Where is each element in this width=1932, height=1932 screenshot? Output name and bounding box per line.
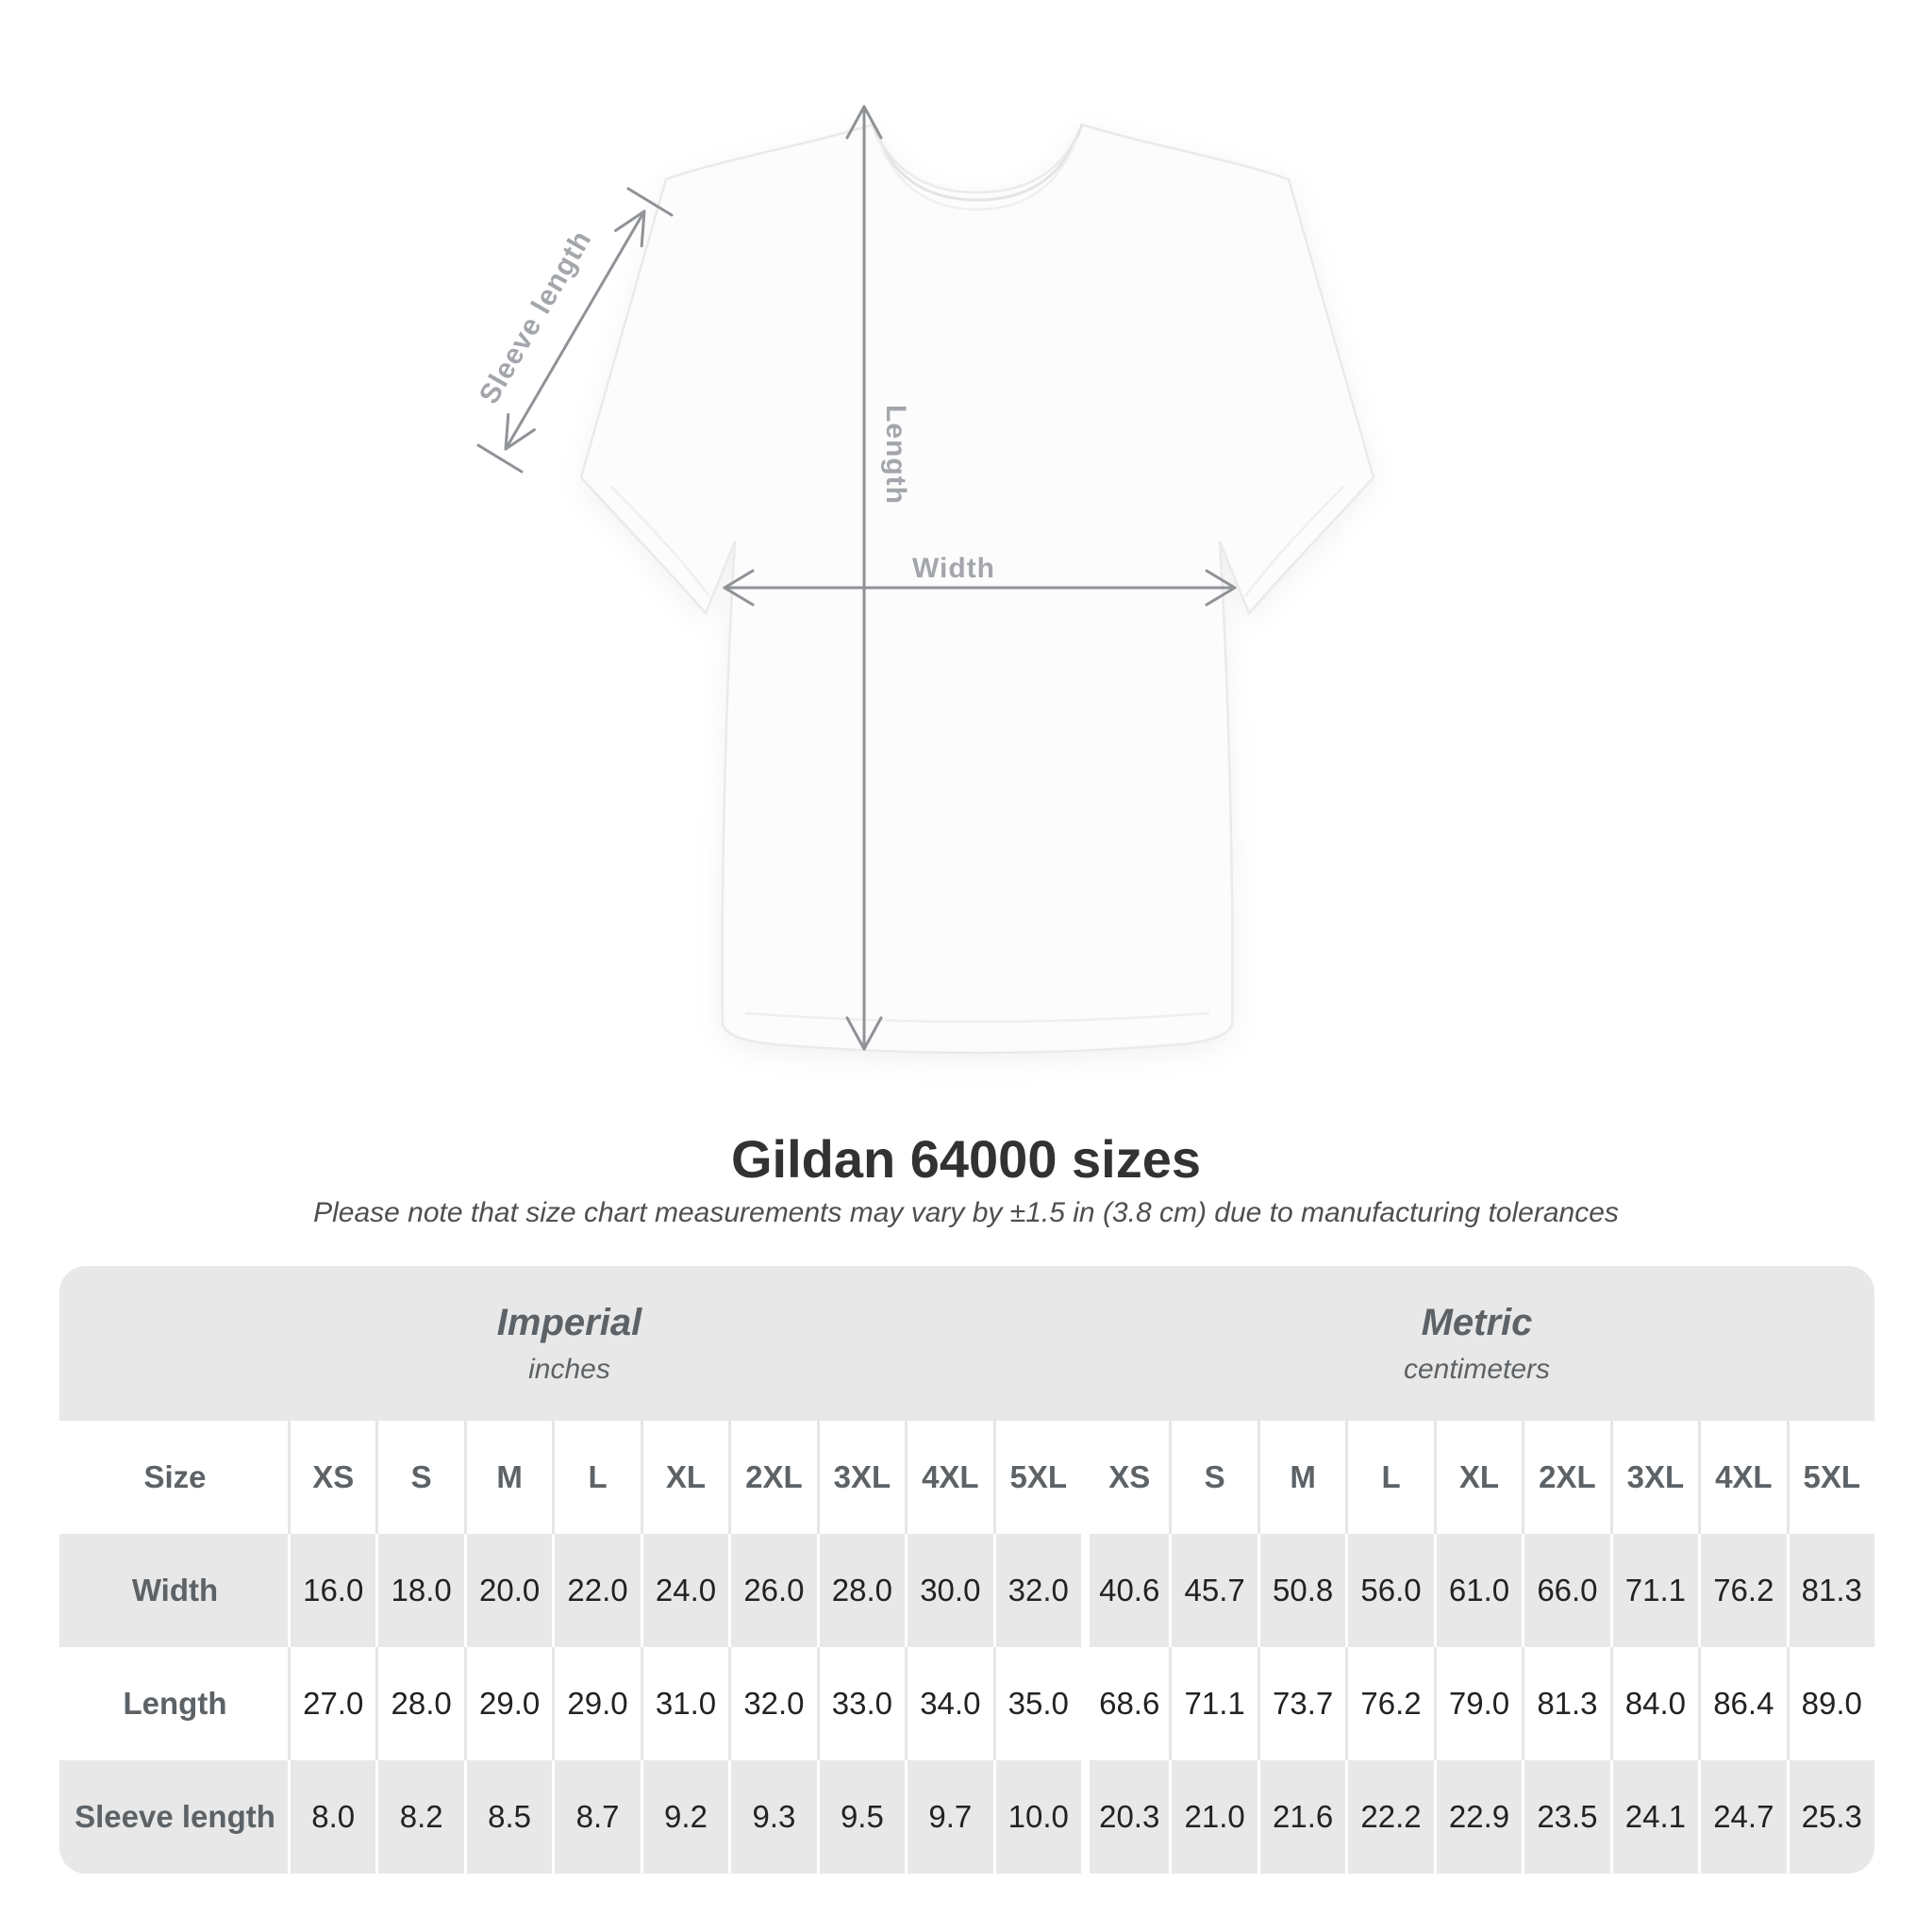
metric-group-header (1079, 1266, 1874, 1421)
value-cell: 32.0 (728, 1647, 816, 1760)
value-cell: 68.6 (1081, 1647, 1169, 1760)
value-cell: 24.7 (1698, 1760, 1786, 1874)
value-cell: 31.0 (641, 1647, 728, 1760)
value-cell: 23.5 (1522, 1760, 1609, 1874)
value-cell: 86.4 (1698, 1647, 1786, 1760)
imperial-group-unit: inches (528, 1353, 610, 1385)
sleeve-length-label: Sleeve length (473, 225, 598, 409)
size-table-panel (59, 1266, 1874, 1874)
value-cell: 9.2 (641, 1760, 728, 1874)
unit-header-band (59, 1266, 1874, 1421)
value-cell: 34.0 (905, 1647, 992, 1760)
size-header-cell: XL (1434, 1421, 1522, 1534)
value-cell: 50.8 (1257, 1534, 1345, 1647)
imperial-group-header (59, 1266, 1079, 1421)
value-cell: 9.5 (817, 1760, 905, 1874)
value-cell: 56.0 (1345, 1534, 1433, 1647)
value-cell: 9.7 (905, 1760, 992, 1874)
value-cell: 79.0 (1434, 1647, 1522, 1760)
metric-group-title: Metric (1421, 1301, 1533, 1343)
value-cell: 35.0 (993, 1647, 1081, 1760)
value-cell: 29.0 (552, 1647, 640, 1760)
tolerance-note: Please note that size chart measurements may vary by ±1.5 in (3.8 cm) due to manufacturing tolerances (313, 1197, 1619, 1228)
size-column-header: Size (59, 1421, 288, 1534)
value-cell: 24.1 (1610, 1760, 1698, 1874)
value-cell: 8.2 (375, 1760, 463, 1874)
size-header-cell: M (464, 1421, 552, 1534)
value-cell: 81.3 (1522, 1647, 1609, 1760)
value-cell: 26.0 (728, 1534, 816, 1647)
value-cell: 84.0 (1610, 1647, 1698, 1760)
size-header-cell: S (1169, 1421, 1257, 1534)
size-header-cell: 2XL (728, 1421, 816, 1534)
value-cell: 21.0 (1169, 1760, 1257, 1874)
value-cell: 71.1 (1610, 1534, 1698, 1647)
value-cell: 18.0 (375, 1534, 463, 1647)
length-label: Length (880, 405, 911, 505)
size-header-cell: XL (641, 1421, 728, 1534)
value-cell: 28.0 (817, 1534, 905, 1647)
row-label: Width (59, 1534, 288, 1647)
value-cell: 24.0 (641, 1534, 728, 1647)
value-cell: 61.0 (1434, 1534, 1522, 1647)
value-cell: 28.0 (375, 1647, 463, 1760)
value-cell: 76.2 (1698, 1534, 1786, 1647)
value-cell: 20.3 (1081, 1760, 1169, 1874)
value-cell: 21.6 (1257, 1760, 1345, 1874)
value-cell: 29.0 (464, 1647, 552, 1760)
value-cell: 25.3 (1787, 1760, 1874, 1874)
size-header-cell: S (375, 1421, 463, 1534)
value-cell: 73.7 (1257, 1647, 1345, 1760)
value-cell: 81.3 (1787, 1534, 1874, 1647)
metric-group-unit: centimeters (1403, 1353, 1551, 1385)
size-header-cell: 2XL (1522, 1421, 1609, 1534)
value-cell: 8.5 (464, 1760, 552, 1874)
size-header-cell: L (552, 1421, 640, 1534)
size-header-cell: XS (288, 1421, 375, 1534)
size-table-grid (59, 1421, 1874, 1874)
value-cell: 71.1 (1169, 1647, 1257, 1760)
value-cell: 20.0 (464, 1534, 552, 1647)
value-cell: 40.6 (1081, 1534, 1169, 1647)
value-cell: 30.0 (905, 1534, 992, 1647)
value-cell: 8.7 (552, 1760, 640, 1874)
width-label: Width (911, 553, 996, 584)
value-cell: 22.0 (552, 1534, 640, 1647)
imperial-group-title: Imperial (496, 1301, 642, 1343)
row-label: Length (59, 1647, 288, 1760)
row-label: Sleeve length (59, 1760, 288, 1874)
size-header-cell: 4XL (1698, 1421, 1786, 1534)
size-header-cell: M (1257, 1421, 1345, 1534)
size-header-cell: 5XL (993, 1421, 1081, 1534)
value-cell: 76.2 (1345, 1647, 1433, 1760)
page-title: Gildan 64000 sizes (730, 1129, 1202, 1189)
size-header-cell: 3XL (1610, 1421, 1698, 1534)
value-cell: 8.0 (288, 1760, 375, 1874)
value-cell: 16.0 (288, 1534, 375, 1647)
value-cell: 45.7 (1169, 1534, 1257, 1647)
size-header-cell: 5XL (1787, 1421, 1874, 1534)
value-cell: 22.9 (1434, 1760, 1522, 1874)
size-header-cell: XS (1081, 1421, 1169, 1534)
value-cell: 9.3 (728, 1760, 816, 1874)
size-header-cell: L (1345, 1421, 1433, 1534)
size-header-cell: 4XL (905, 1421, 992, 1534)
value-cell: 89.0 (1787, 1647, 1874, 1760)
value-cell: 32.0 (993, 1534, 1081, 1647)
value-cell: 33.0 (817, 1647, 905, 1760)
value-cell: 22.2 (1345, 1760, 1433, 1874)
size-header-cell: 3XL (817, 1421, 905, 1534)
value-cell: 10.0 (993, 1760, 1081, 1874)
value-cell: 27.0 (288, 1647, 375, 1760)
value-cell: 66.0 (1522, 1534, 1609, 1647)
